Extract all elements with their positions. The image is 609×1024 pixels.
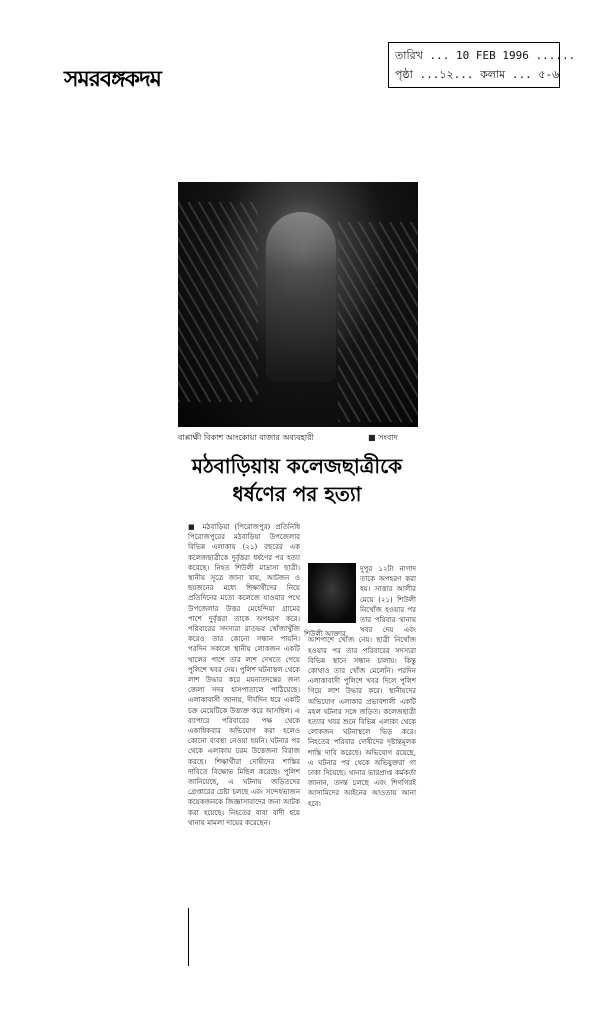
column-2-spacer [308, 522, 416, 564]
article-column-2-text: দুপুর ১২টা নাগাদ তাকে অপহরণ করা হয়। সাত্তার আলীর মেয়ে (২১) শিউলী নিখোঁজ হওয়ার পর তার পরিবার থানায় খবর দেয় এবং আশপাশে খোঁজ নেয়। ছাত্রী নিখোঁজ হওয়ার পর তার পরিবারের সদস্যরা বিভিন্ন স্থানে সন্ধান চালায়। কিন্তু কোথাও তার খোঁজ মেলেনি। পরদিন এলাকাবাসী পুলিশে খবর দিলে পুলিশ গিয়ে লাশ উদ্ধার করে। স্থানীয়দের অভিযোগ এলাকার প্রভাবশালী একটি মহল ঘটনার সঙ্গে জড়িত। কলেজছাত্রী হত্যার খবর শুনে বিভিন্ন এলাকা থেকে লোকজন ঘটনাস্থলে ভিড় করে। নিহতের পরিবার দোষীদের দৃষ্টান্তমূলক শাস্তি দাবি করেছে। অভিযোগ রয়েছে, এ ঘটনার পর থেকে অভিযুক্তরা গা ঢাকা দিয়েছে। থানার ভারপ্রাপ্ত কর্মকর্তা জানান, তদন্ত চলছে এবং শিগগিরই আসামিদের আইনের আওতায় আনা হবে। [308, 565, 416, 808]
photo-figure [266, 212, 336, 382]
column-margin-line [188, 908, 189, 966]
stamp-date-line: তারিখ ... 10 FEB 1996 ...... [395, 49, 576, 62]
article-photo [178, 182, 418, 427]
stamp-page-line: পৃষ্ঠা ...১২... কলাম ... ৫-৬ [395, 68, 560, 81]
photo-foliage-right [338, 222, 418, 422]
archive-date-stamp [388, 42, 576, 88]
article-column-2 [308, 522, 416, 807]
article-headline [178, 452, 416, 508]
photo-credit: ■ সংবাদ [368, 433, 398, 442]
headline-line-2: ধর্ষণের পর হত্যা [232, 482, 362, 506]
article-column-1: ■ মঠবাড়িয়া (পিরোজপুর) প্রতিনিধি পিরোজপুরের মঠবাড়িয়া উপজেলার বিভিন্ন এলাকায় (২১) বছরের এক কলেজছাত্রীকে দুর্বৃত্তরা ধর্ষণের পর হত্যা করেছে। নিহত শিউলী মাদ্রাসা ছাত্রী। স্থানীয় সূত্রে জানা যায়, আটজন ও ছয়জনের মধ্যে শিক্ষার্থীদের নিয়ে প্রতিদিনের মতো কলেজে যাওয়ার পথে উপজেলার উত্তর মেহেন্দিয়া গ্রামের পাশে দুর্বৃত্তরা তাকে অপহরণ করে। পরিবারের সদস্যরা রাতভর খোঁজাখুঁজি করেও তার কোনো সন্ধান পায়নি। পরদিন সকালে স্থানীয় লোকজন একটি খালের পাশে তার লাশ দেখতে পেয়ে পুলিশে খবর দেয়। পুলিশ ঘটনাস্থল থেকে লাশ উদ্ধার করে ময়নাতদন্তের জন্য জেলা সদর হাসপাতালে পাঠিয়েছে। এলাকাবাসী জানায়, দীর্ঘদিন ধরে একটি চক্র মেয়েটিকে উত্ত্যক্ত করে আসছিল। এ ব্যাপারে পরিবারের পক্ষ থেকে একাধিকবার অভিযোগ করা হলেও কোনো ব্যবস্থা নেওয়া হয়নি। ঘটনার পর থেকে এলাকায় চরম উত্তেজনা বিরাজ করছে। শিক্ষার্থীরা দোষীদের শাস্তির দাবিতে বিক্ষোভ মিছিল করেছে। পুলিশ জানিয়েছে, এ ঘটনায় জড়িতদের গ্রেপ্তারের চেষ্টা চলছে এবং সন্দেহভাজন কয়েকজনকে জিজ্ঞাসাবাদের জন্য আটক করা হয়েছে। নিহতের বাবা বাদী হয়ে থানায় মামলা দায়ের করেছেন। [188, 523, 300, 827]
inset-wrap-space [308, 564, 360, 634]
newspaper-masthead: সমরবঙ্গকদম [64, 66, 161, 92]
photo-caption: বাপ্পার্ক্ষী বিকাশ আংকোয়া বাজার অব্যবহারী [178, 433, 314, 442]
headline-line-1: মঠবাড়িয়ায় কলেজছাত্রীকে [191, 454, 403, 478]
photo-foliage-left [178, 202, 258, 402]
inset-photo-caption: শিউলী আক্তার [304, 630, 346, 638]
